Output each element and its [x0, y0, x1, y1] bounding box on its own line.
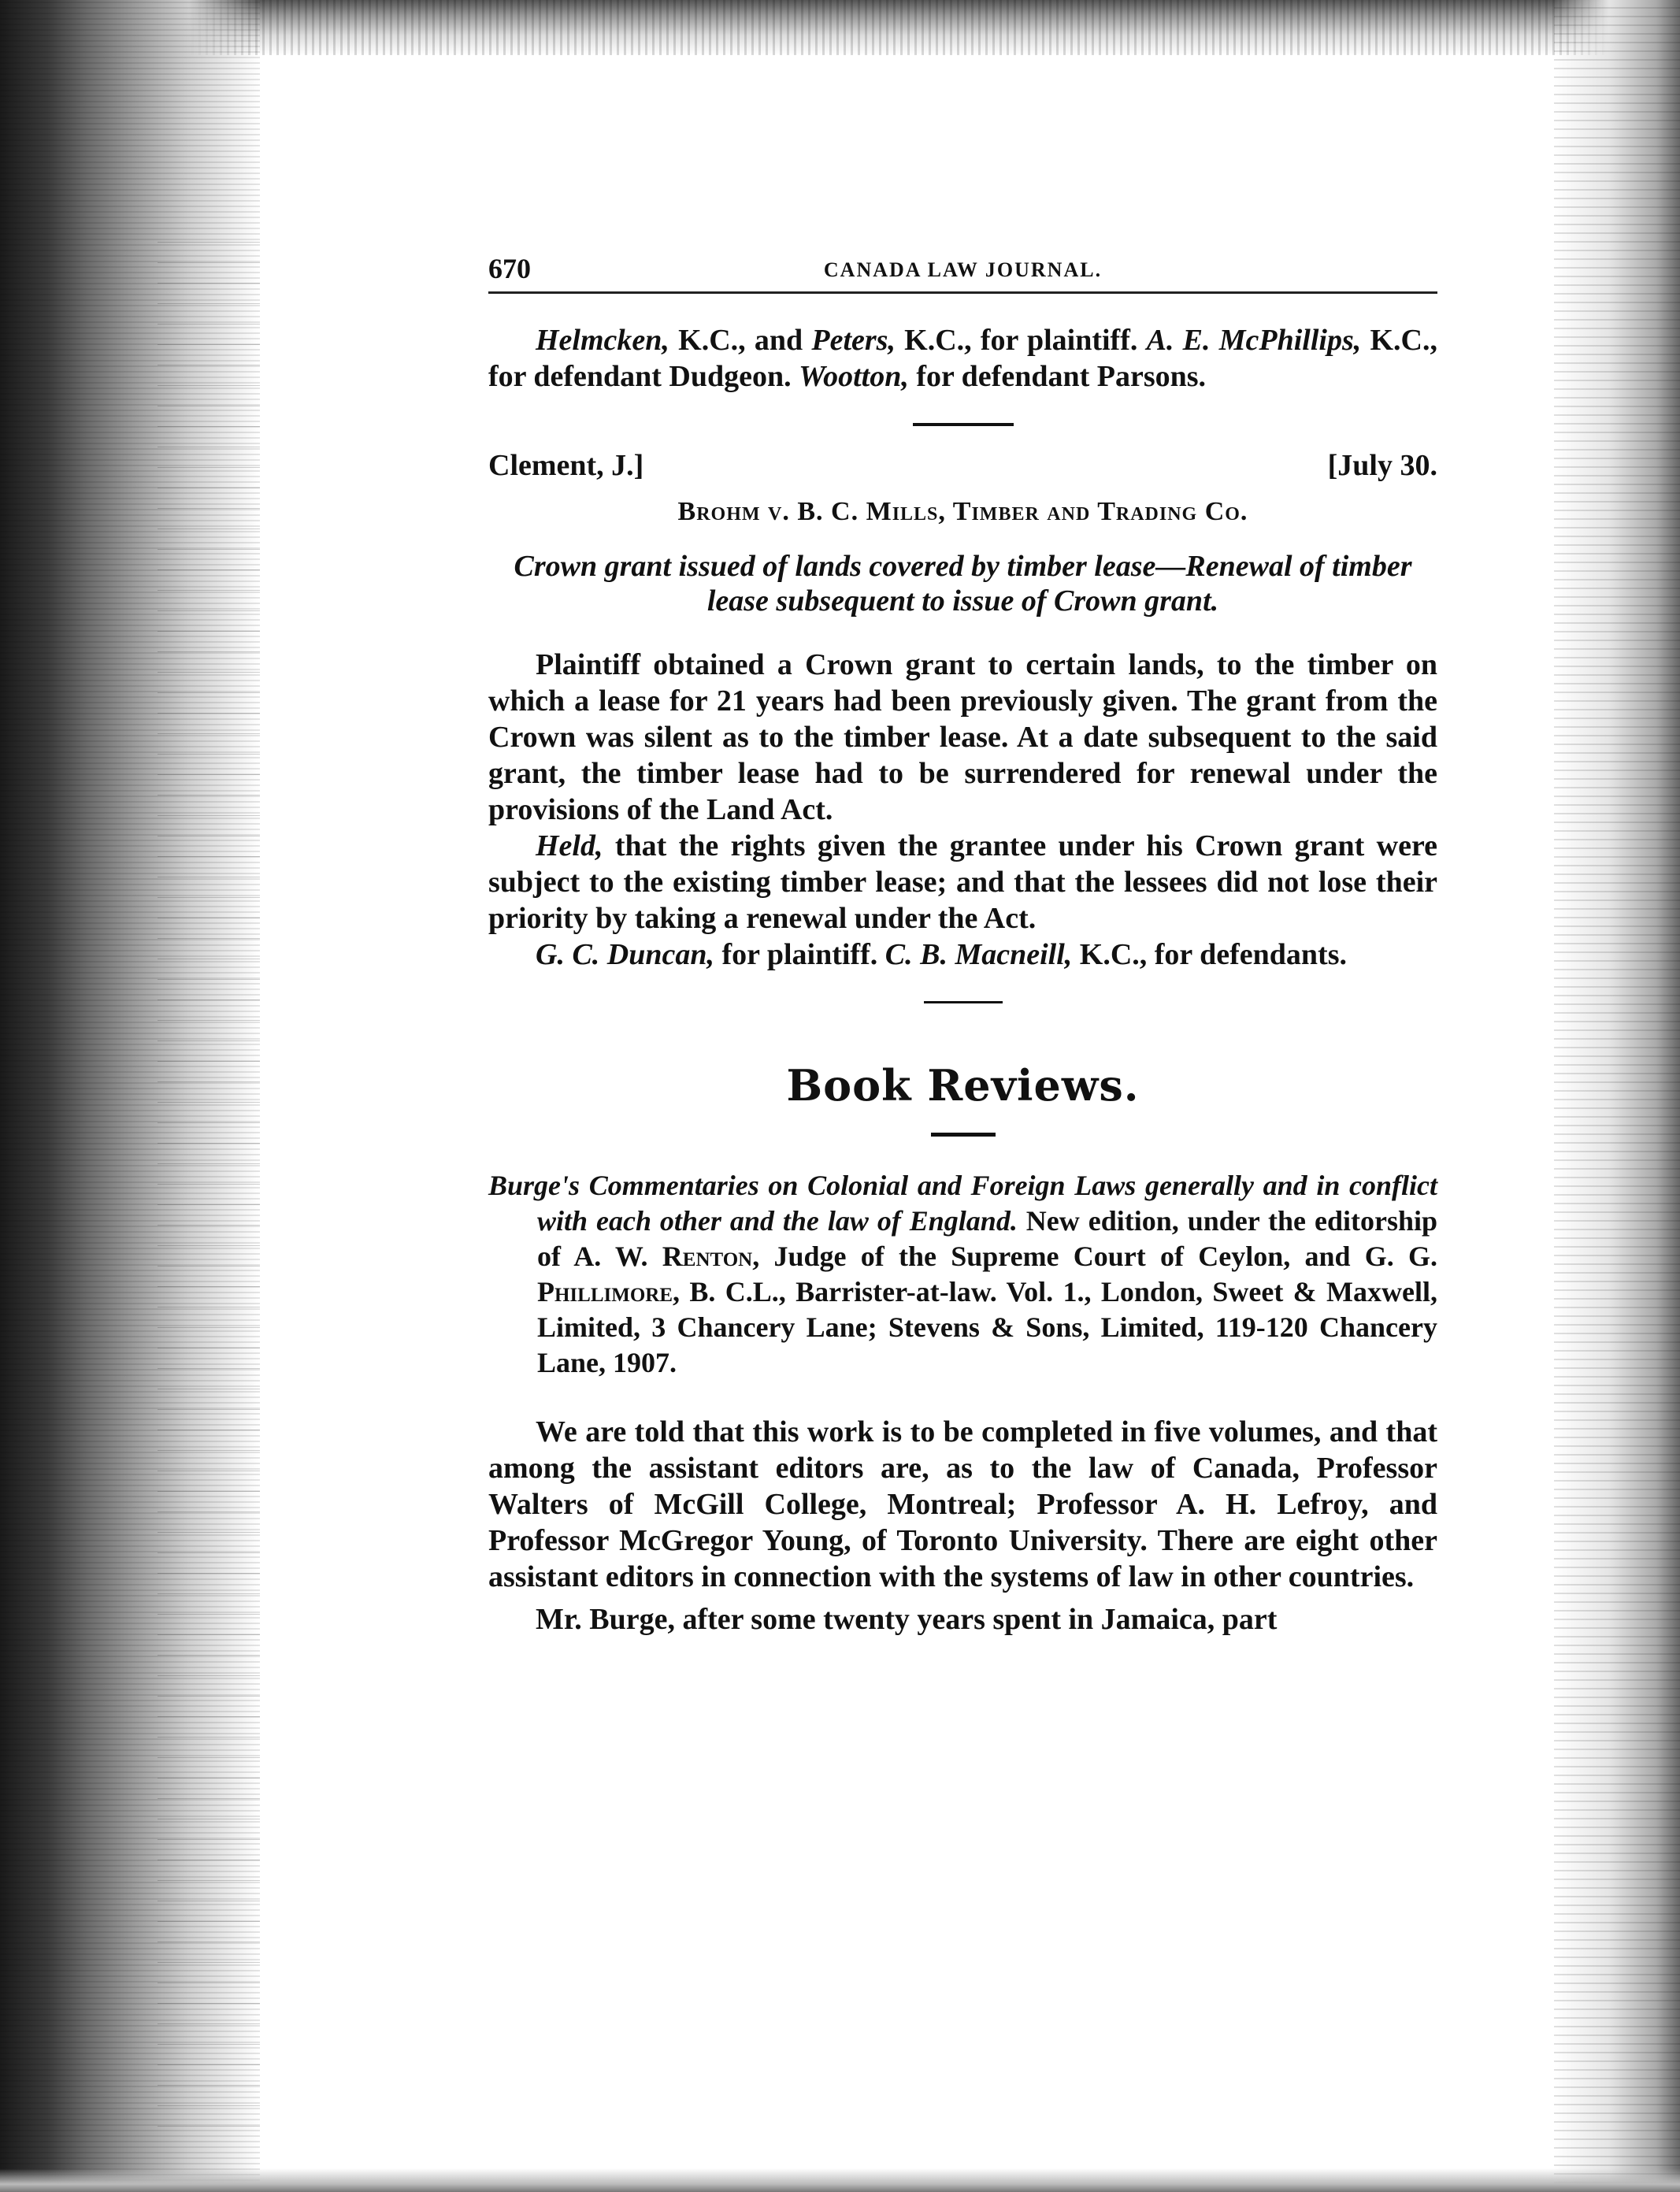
counsel-text: K.C., for defendant Dudgeon.: [488, 324, 1437, 393]
case-facts: Plaintiff obtained a Crown grant to certain lands, to the timber on which a lease for 21 years had been previously given. The grant from the Crown was silent as to the timber lease. At a date subsequent to the said grant, the timber lease had to be surrendered for renewal under the provisions of the Land Act.: [488, 648, 1437, 826]
scan-edge-bottom: [0, 2168, 1680, 2192]
counsel-name: Wootton,: [799, 360, 909, 393]
case-court-line: [488, 448, 1437, 488]
counsel-name: A. E. McPhillips,: [1146, 324, 1362, 357]
case-headnote: Crown grant issued of lands covered by timber lease—Renewal of timber lease subsequent to issue of Crown grant.: [514, 550, 1412, 618]
journal-page: [488, 252, 1437, 1638]
case-counsel: [488, 937, 1437, 973]
case-date: [July 30.: [1327, 449, 1437, 482]
review-paragraph: Mr. Burge, after some twenty years spent in Jamaica, part: [536, 1603, 1278, 1636]
counsel-text: K.C., and: [669, 324, 812, 357]
editor-name: Renton: [662, 1241, 753, 1272]
journal-title: CANADA LAW JOURNAL.: [823, 258, 1103, 281]
counsel-text: K.C., for plaintiff.: [895, 324, 1147, 357]
counsel-text: for plaintiff.: [714, 938, 885, 971]
case-holding: [488, 828, 1437, 937]
held-label: Held,: [536, 829, 603, 862]
page-number: 670: [488, 253, 531, 284]
entry-text: , Judge of the Supreme Court of Ceylon, and G. G.: [752, 1241, 1438, 1272]
review-paragraph: We are told that this work is to be completed in five volumes, and that among the assistant editors are, as to the law of Canada, Professor Walters of McGill College, Montreal; Professor A. H. Lefroy, and Professor McGregor Young, of Toronto University. There are eight other assistant editors in connection with the systems of law in other countries.: [488, 1415, 1437, 1593]
counsel-name: G. C. Duncan,: [536, 938, 714, 971]
entry-text: , B. C.L., Barrister-at-law. Vol. 1., London, Sweet & Maxwell, Limited, 3 Chancery Lane; Stevens & Sons, Limited, 119-120 Chancery Lane, 1907.: [537, 1276, 1437, 1378]
section-divider: [924, 1001, 1003, 1003]
book-title: Burge's Commentaries on Colonial and Foreign Laws generally and in conflict with each other and the law of England.: [488, 1170, 1437, 1237]
prior-case-counsel: [488, 322, 1437, 395]
held-text: that the rights given the grantee under his Crown grant were subject to the existing timber lease; and that the lessees did not lose their priority by taking a renewal under the Act.: [488, 829, 1437, 935]
counsel-name: C. B. Macneill,: [885, 938, 1073, 971]
counsel-text: K.C., for defendants.: [1072, 938, 1347, 971]
counsel-name: Peters,: [811, 324, 896, 357]
counsel-text: for defendant Parsons.: [908, 360, 1207, 393]
case-title: Brohm v. B. C. Mills, Timber and Trading Co.: [677, 497, 1248, 526]
scan-edge-left-dots: [158, 236, 260, 2127]
book-reviews-heading: Book Reviews.: [786, 1060, 1140, 1111]
counsel-name: Helmcken,: [536, 324, 669, 357]
scan-edge-right: [1554, 0, 1680, 2192]
editor-name: Phillimore: [537, 1276, 673, 1307]
running-head: [488, 252, 1437, 294]
entry-text: New edition, under the editorship of A. W.: [537, 1205, 1437, 1272]
heading-divider: [931, 1133, 996, 1137]
section-divider: [913, 423, 1014, 426]
case-judge: Clement, J.]: [488, 449, 644, 482]
book-review-entry: [488, 1168, 1437, 1381]
